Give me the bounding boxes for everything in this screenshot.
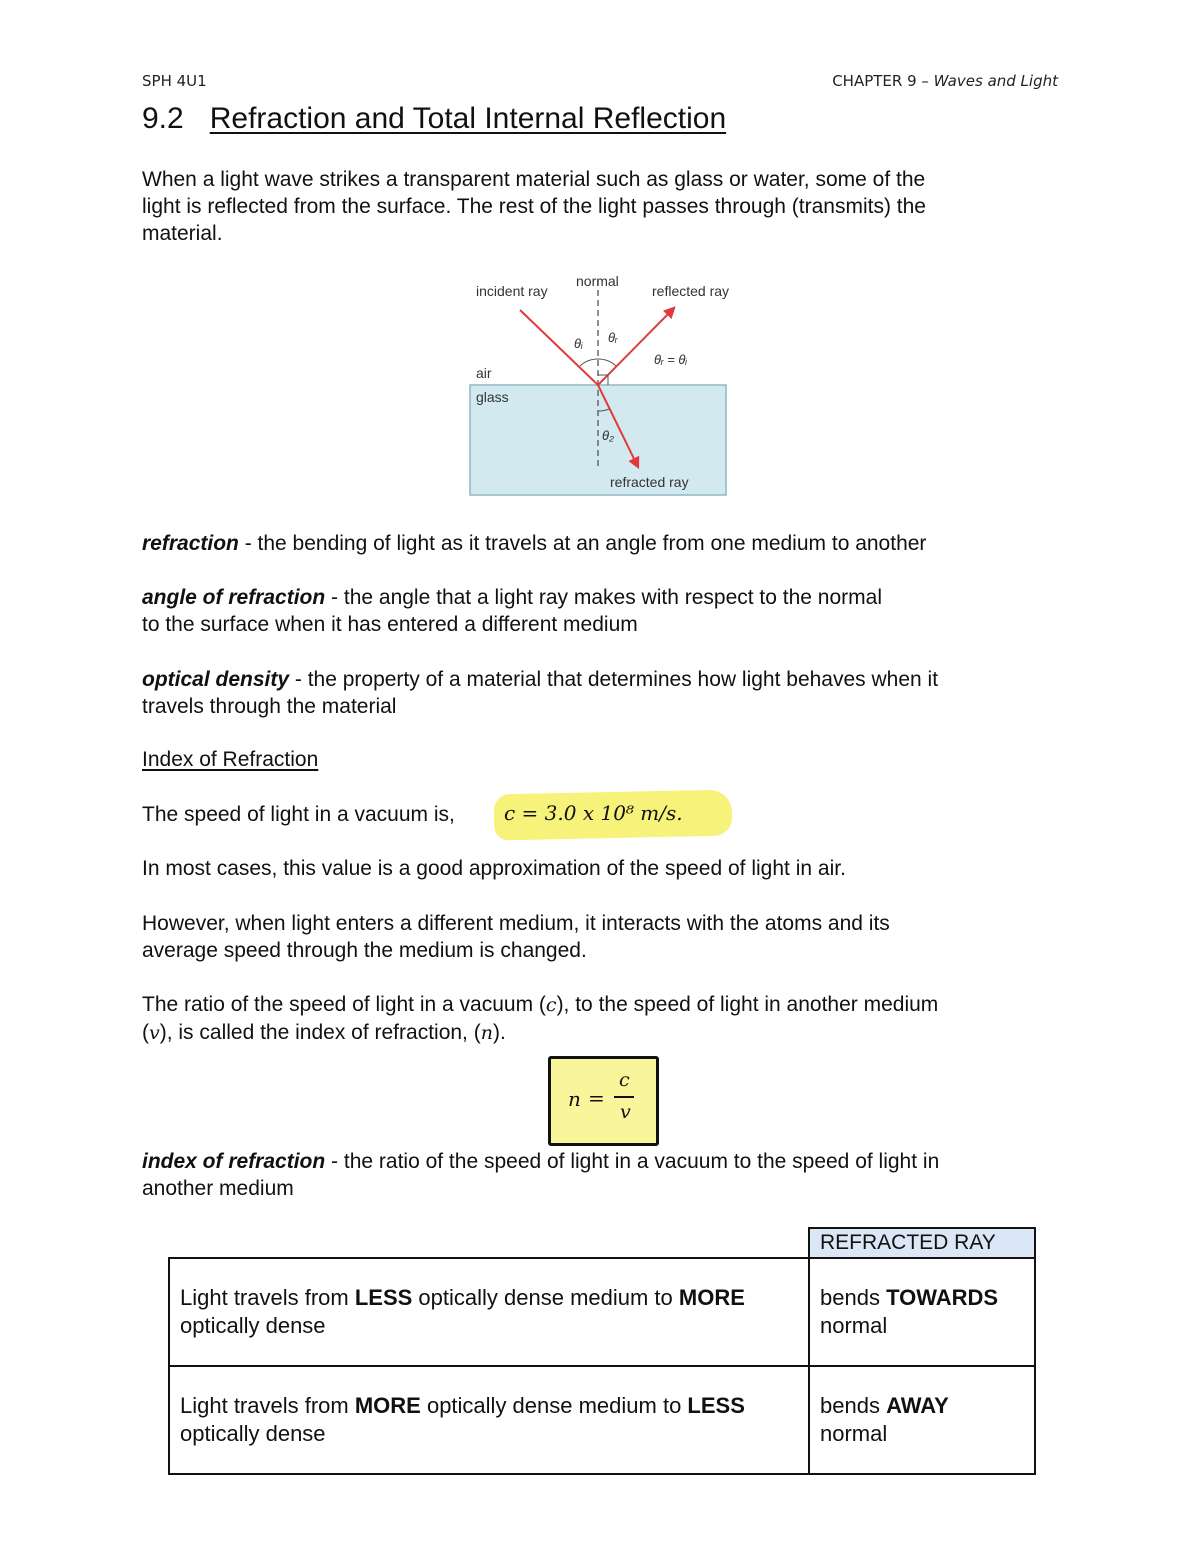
term-angle-of-refraction: angle of refraction bbox=[142, 586, 326, 609]
table-cell-result: bends AWAY normal bbox=[809, 1366, 1035, 1474]
intro-line-3: material. bbox=[142, 222, 223, 245]
intro-line-1: When a light wave strikes a transparent material such as glass or water, some of the bbox=[142, 168, 926, 191]
refraction-diagram bbox=[462, 262, 742, 502]
ratio-symbol-c: c bbox=[545, 994, 557, 1016]
ratio-text-2a: ( bbox=[142, 1021, 149, 1044]
however-line-1: However, when light enters a different medium, it interacts with the atoms and its bbox=[142, 912, 890, 935]
table-cell-condition: Light travels from LESS optically dense medium to MORE optically dense bbox=[169, 1258, 809, 1366]
chapter-name: Waves and Light bbox=[933, 72, 1058, 90]
formula-denominator: v bbox=[620, 1101, 631, 1123]
chapter-label bbox=[832, 72, 1058, 90]
ratio-text-1a: The ratio of the speed of light in a vacuum ( bbox=[142, 993, 546, 1016]
formula-numerator: c bbox=[619, 1069, 630, 1091]
ratio-paragraph bbox=[142, 991, 1062, 1047]
label-refracted-ray: refracted ray bbox=[610, 474, 689, 490]
chapter-prefix: CHAPTER 9 – bbox=[832, 72, 934, 90]
def-angle-line-2: to the surface when it has entered a different medium bbox=[142, 613, 638, 636]
label-theta-r: θᵣ bbox=[608, 330, 618, 345]
however-paragraph bbox=[142, 910, 1042, 964]
label-theta-2: θ₂ bbox=[602, 428, 615, 443]
def-index-line-1: - the ratio of the speed of light in a vacuum to the speed of light in bbox=[325, 1150, 940, 1173]
formula-n: n bbox=[568, 1087, 581, 1111]
angle-arc-incident bbox=[580, 359, 598, 366]
speed-formula: c = 3.0 x 10⁸ m/s. bbox=[504, 801, 683, 825]
approx-text: In most cases, this value is a good approximation of the speed of light in air. bbox=[142, 857, 846, 880]
definition-angle-of-refraction bbox=[142, 584, 1042, 638]
reflected-ray bbox=[598, 308, 674, 385]
angle-arc-reflected bbox=[598, 359, 616, 366]
table-header-refracted-ray: REFRACTED RAY bbox=[809, 1228, 1035, 1258]
ratio-text-2c: ). bbox=[492, 1021, 506, 1044]
refraction-table bbox=[168, 1227, 1036, 1475]
label-theta-i: θᵢ bbox=[574, 336, 583, 351]
intro-paragraph bbox=[142, 166, 1042, 247]
index-heading: Index of Refraction bbox=[142, 748, 319, 771]
incident-ray bbox=[520, 310, 598, 385]
table-cell-condition: Light travels from MORE optically dense medium to LESS optically dense bbox=[169, 1366, 809, 1474]
definition-optical-density bbox=[142, 666, 1042, 720]
def-optical-line-1: - the property of a material that determines how light behaves when it bbox=[289, 668, 939, 691]
label-normal: normal bbox=[576, 273, 619, 289]
term-refraction: refraction bbox=[142, 532, 239, 555]
ratio-text-2b: ), is called the index of refraction, ( bbox=[159, 1021, 481, 1044]
definition-refraction bbox=[142, 530, 1042, 557]
ratio-symbol-n: n bbox=[480, 1022, 493, 1044]
label-glass: glass bbox=[476, 389, 509, 405]
however-line-2: average speed through the medium is changed. bbox=[142, 939, 587, 962]
ratio-symbol-v: v bbox=[149, 1022, 160, 1044]
page-title bbox=[142, 102, 726, 136]
label-air: air bbox=[476, 365, 492, 381]
def-optical-line-2: travels through the material bbox=[142, 695, 397, 718]
label-incident-ray: incident ray bbox=[476, 283, 548, 299]
definition-index-of-refraction bbox=[142, 1148, 1042, 1202]
term-index-of-refraction: index of refraction bbox=[142, 1150, 326, 1173]
label-angle-equation: θᵣ = θᵢ bbox=[654, 352, 688, 367]
label-reflected-ray: reflected ray bbox=[652, 283, 730, 299]
table-header-row bbox=[169, 1228, 1035, 1258]
table-cell-result: bends TOWARDS normal bbox=[809, 1258, 1035, 1366]
title-text: Refraction and Total Internal Reflection bbox=[209, 102, 727, 135]
speed-text: The speed of light in a vacuum is, bbox=[142, 803, 455, 826]
def-index-line-2: another medium bbox=[142, 1177, 294, 1200]
intro-line-2: light is reflected from the surface. The rest of the light passes through (transmits) the bbox=[142, 195, 926, 218]
table-row bbox=[169, 1366, 1035, 1474]
formula-equals: = bbox=[588, 1086, 605, 1110]
formula-fraction-bar bbox=[614, 1096, 634, 1098]
def-angle-line-1: - the angle that a light ray makes with respect to the normal bbox=[325, 586, 882, 609]
ratio-text-1b: ), to the speed of light in another medium bbox=[556, 993, 939, 1016]
section-number: 9.2 bbox=[142, 102, 184, 135]
def-refraction: - the bending of light as it travels at an angle from one medium to another bbox=[238, 532, 927, 555]
table-row bbox=[169, 1258, 1035, 1366]
course-code: SPH 4U1 bbox=[142, 72, 207, 90]
table-header-empty bbox=[169, 1228, 809, 1258]
term-optical-density: optical density bbox=[142, 668, 290, 691]
